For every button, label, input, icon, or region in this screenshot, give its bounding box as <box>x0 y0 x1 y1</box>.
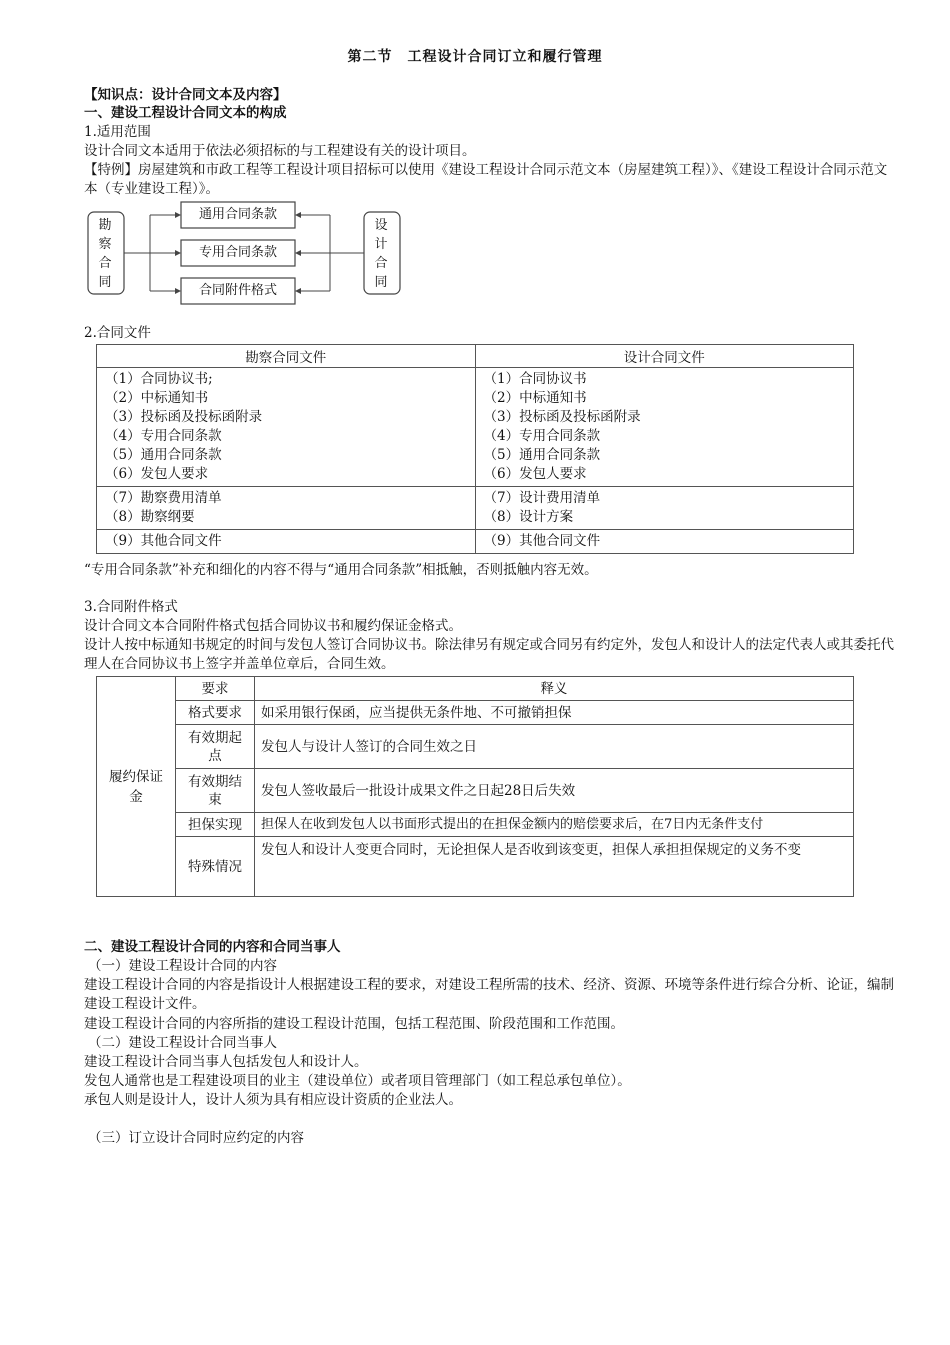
right-box-label: 设计合同 <box>374 218 388 290</box>
p1-text2: 建设工程设计合同的内容所指的建设工程设计范围，包括工程范围、阶段范围和工作范围。 <box>84 1016 624 1032</box>
contract-documents-table <box>96 344 854 554</box>
sub-text-1: 设计合同文本适用于依法必须招标的与工程建设有关的设计项目。 <box>84 143 476 159</box>
table2-value: 发包人签收最后一批设计成果文件之日起28日后失效 <box>255 769 854 813</box>
sub-title-1: 1.适用范围 <box>84 124 151 140</box>
middle-label-2: 专用合同条款 <box>198 245 277 260</box>
section-title: 第二节 工程设计合同订立和履行管理 <box>347 49 603 65</box>
p2-text2: 发包人通常也是工程建设项目的业主（建设单位）或者项目管理部门（如工程总承包单位）。 <box>84 1073 631 1089</box>
p2-text1: 建设工程设计合同当事人包括发包人和设计人。 <box>84 1054 368 1070</box>
p2-title: （二）建设工程设计合同当事人 <box>88 1035 277 1051</box>
table2-value: 发包人和设计人变更合同时，无论担保人是否收到该变更，担保人承担担保规定的义务不变 <box>255 837 854 897</box>
table1-cell: （1）合同协议书; （2）中标通知书 （3）投标函及投标函附录 （4）专用合同条款 （5）通用合同条款 （6）发包人要求 <box>97 368 476 487</box>
special-case-text: 【特例】房屋建筑和市政工程等工程设计项目招标可以使用《建设工程设计合同示范文本（房屋建筑工程）》、《建设工程设计合同示范文本（专业建设工程）》。 <box>84 162 888 197</box>
middle-label-1: 通用合同条款 <box>198 207 277 222</box>
table1-header-right: 设计合同文件 <box>475 345 854 368</box>
sub-title-3: 3.合同附件格式 <box>84 599 178 615</box>
note: “专用合同条款”补充和细化的内容不得与“通用合同条款”相抵触，否则抵触内容无效。 <box>84 562 598 578</box>
table1-cell: （9）其他合同文件 <box>475 530 854 554</box>
table2-key: 有效期起点 <box>176 725 255 769</box>
knowledge-point: 【知识点：设计合同文本及内容】 <box>84 87 287 103</box>
p1-text1-wrap <box>55 976 900 1014</box>
table2-key: 有效期结束 <box>176 769 255 813</box>
table2-value: 发包人与设计人签订的合同生效之日 <box>255 725 854 769</box>
heading-2: 二、建设工程设计合同的内容和合同当事人 <box>84 939 341 955</box>
table1-cell: （7）勘察费用清单 （8）勘察纲要 <box>97 487 476 530</box>
p1-title: （一）建设工程设计合同的内容 <box>88 958 277 974</box>
table2-header-right: 释义 <box>255 677 854 701</box>
table1-cell: （9）其他合同文件 <box>97 530 476 554</box>
table2-header-left: 要求 <box>176 677 255 701</box>
p1-text1: 建设工程设计合同的内容是指设计人根据建设工程的要求，对建设工程所需的技术、经济、资源、环境等条件进行综合分析、论证，编制建设工程设计文件。 <box>84 977 894 1012</box>
sub-text-3b-wrap <box>55 636 900 674</box>
table2-key: 格式要求 <box>176 701 255 725</box>
table2-key: 担保实现 <box>176 813 255 837</box>
p2-text3: 承包人则是设计人，设计人须为具有相应设计资质的企业法人。 <box>84 1092 462 1108</box>
sub-text-3b: 设计人按中标通知书规定的时间与发包人签订合同协议书。除法律另有规定或合同另有约定外，发包人和设计人的法定代表人或其委托代理人在合同协议书上签字并盖单位章后，合同生效。 <box>84 637 894 672</box>
table1-header-left: 勘察合同文件 <box>97 345 476 368</box>
special-case <box>55 161 900 199</box>
heading-1: 一、建设工程设计合同文本的构成 <box>84 105 287 121</box>
sub-text-3a: 设计合同文本合同附件格式包括合同协议书和履约保证金格式。 <box>84 618 462 634</box>
left-box-label: 勘察合同 <box>98 218 112 290</box>
performance-bond-table <box>96 676 854 897</box>
bond-row-label: 履约保证金 <box>97 677 176 897</box>
table2-value: 如采用银行保函，应当提供无条件地、不可撤销担保 <box>255 701 854 725</box>
table1-cell: （7）设计费用清单 （8）设计方案 <box>475 487 854 530</box>
table2-value: 担保人在收到发包人以书面形式提出的在担保金额内的赔偿要求后，在7日内无条件支付 <box>255 813 854 837</box>
table2-key: 特殊情况 <box>176 837 255 897</box>
middle-label-3: 合同附件格式 <box>198 283 277 298</box>
p3-title: （三）订立设计合同时应约定的内容 <box>88 1130 304 1146</box>
sub-title-2: 2.合同文件 <box>84 325 151 341</box>
table1-cell: （1）合同协议书 （2）中标通知书 （3）投标函及投标函附录 （4）专用合同条款 （5）通用合同条款 （6）发包人要求 <box>475 368 854 487</box>
